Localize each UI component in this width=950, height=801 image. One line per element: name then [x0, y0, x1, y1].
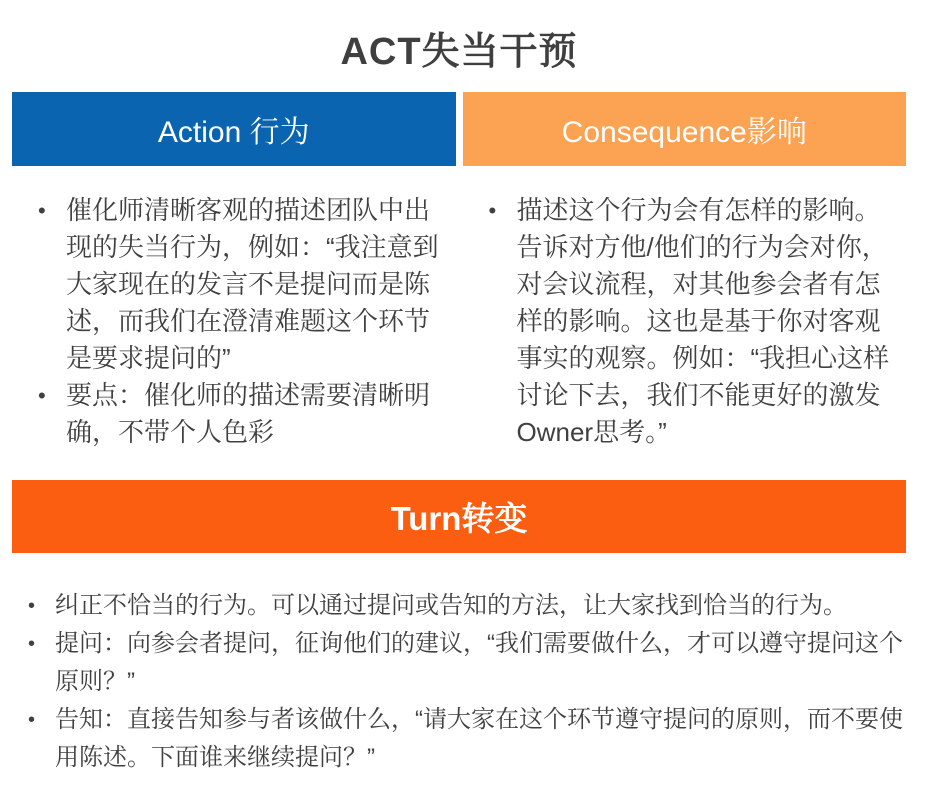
- list-item-text: 催化师清晰客观的描述团队中出现的失当行为，例如：“我注意到大家现在的发言不是提问而是陈述，而我们在澄清难题这个环节是要求提问的”: [66, 195, 439, 373]
- slide-content: [12, 0, 906, 777]
- list-item-text: 告知：直接告知参与者该做什么，“请大家在这个环节遵守提问的原则，而不要使用陈述。下面谁来继续提问？”: [55, 706, 903, 771]
- list-item: [12, 587, 906, 625]
- two-column-body: [12, 192, 906, 451]
- column-headers-row: [12, 92, 906, 166]
- action-bullet-list: [12, 192, 456, 451]
- action-column: [12, 192, 456, 451]
- list-item-text: 要点：催化师的描述需要清晰明确，不带个人色彩: [66, 380, 431, 447]
- list-item: [12, 192, 456, 377]
- consequence-header-bar: [463, 92, 907, 166]
- page-title: ACT失当干预: [340, 31, 578, 73]
- list-item-text: 提问：向参会者提问，征询他们的建议，“我们需要做什么，才可以遵守提问这个原则？”: [55, 630, 903, 695]
- consequence-column: [463, 192, 907, 451]
- action-header-bar: [12, 92, 456, 166]
- list-item-text: 纠正不恰当的行为。可以通过提问或告知的方法，让大家找到恰当的行为。: [55, 592, 847, 619]
- list-item: [12, 377, 456, 451]
- list-item: [12, 701, 906, 777]
- turn-bullet-list: [12, 587, 906, 777]
- list-item-text: 描述这个行为会有怎样的影响。告诉对方他/他们的行为会对你，对会议流程，对其他参会者有怎样的影响。这也是基于你对客观事实的观察。例如：“我担心这样讨论下去，我们不能更好的激发Owner思考。”: [516, 195, 890, 447]
- consequence-header-label: Consequence影响: [561, 116, 807, 149]
- turn-header-label: Turn转变: [390, 500, 528, 537]
- action-header-label: Action 行为: [157, 116, 310, 149]
- list-item: [463, 192, 907, 451]
- list-item: [12, 625, 906, 701]
- turn-header-bar: [12, 480, 906, 553]
- consequence-bullet-list: [463, 192, 907, 451]
